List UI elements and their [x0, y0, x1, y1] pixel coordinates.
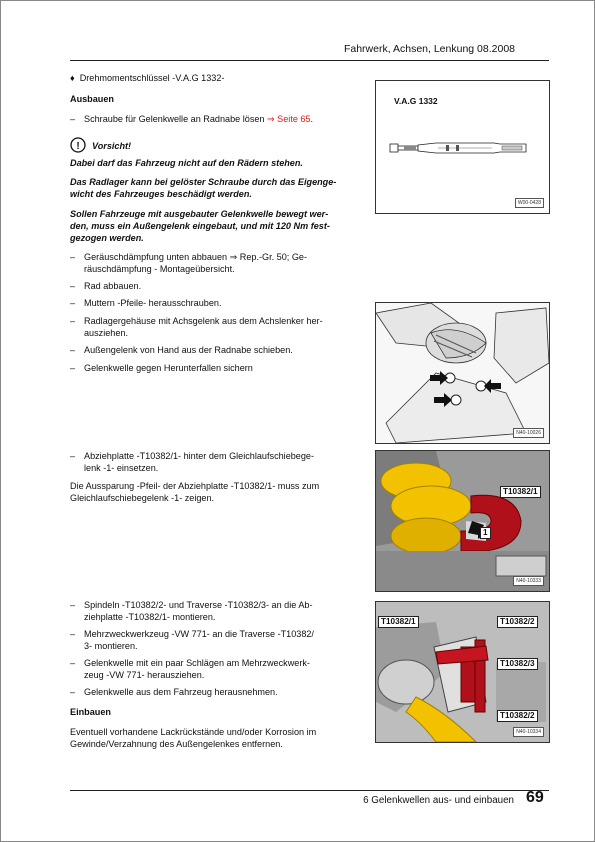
step-loosen-bolt: – Schraube für Gelenkwelle an Radnabe lösen ⇒ Seite 65. — [70, 114, 314, 124]
figure-id: N40-10026 — [513, 428, 544, 438]
footer-rule — [70, 790, 549, 791]
caution-icon — [70, 137, 86, 153]
figure-torque-wrench — [375, 80, 550, 214]
callout-t10382-3: T10382/3 — [497, 658, 538, 670]
note-cutout: Die Aussparung -Pfeil- der Abziehplatte -T10382/1- muss zum Gleichlaufschiebegelenk -1- zeigen. — [70, 481, 320, 503]
torque-wrench-drawing — [376, 81, 549, 213]
einbauen-heading: Einbauen — [70, 707, 111, 717]
tool-text: Drehmomentschlüssel -V.A.G 1332- — [79, 73, 225, 83]
step-pull-driveshaft: – Gelenkwelle mit ein paar Schlägen am Mehrzweckwerk- zeug -VW 771- herausziehen. — [70, 658, 310, 680]
figure-id: W00-0428 — [515, 198, 544, 208]
puller-plate-drawing — [376, 451, 549, 591]
step-pull-bearing-housing: – Radlagergehäuse mit Achsgelenk aus dem Achslenker her- ausziehen. — [70, 316, 323, 338]
caution-p2: Das Radlager kann bei gelöster Schraube durch das Eigenge- wicht des Fahrzeuges beschädigt werden. — [70, 177, 337, 199]
ausbauen-heading: Ausbauen — [70, 94, 114, 104]
callout-t10382-2-top: T10382/2 — [497, 616, 538, 628]
figure-puller-assembly — [375, 601, 550, 743]
callout-t10382-1: T10382/1 — [500, 486, 541, 498]
step-secure-driveshaft: – Gelenkwelle gegen Herunterfallen sichern — [70, 363, 253, 373]
figure-puller-plate — [375, 450, 550, 592]
step-mount-multitool: – Mehrzweckwerkzeug -VW 771- an die Traverse -T10382/ 3- montieren. — [70, 629, 314, 651]
step-noise-damping: – Geräuschdämpfung unten abbauen ⇒ Rep.-Gr. 50; Ge- räuschdämpfung - Montageübersicht. — [70, 252, 307, 274]
tool-line — [70, 73, 360, 85]
step-mount-spindles: – Spindeln -T10382/2- und Traverse -T10382/3- an die Ab- ziehplatte -T10382/1- montieren. — [70, 600, 313, 622]
callout-t10382-2-bottom: T10382/2 — [497, 710, 538, 722]
header-rule — [70, 60, 549, 61]
step-unscrew-nuts: – Muttern -Pfeile- herausschrauben. — [70, 298, 222, 308]
figure-bearing-nuts — [375, 302, 550, 444]
caution-title: Vorsicht! — [92, 141, 132, 151]
step-push-outer-joint: – Außengelenk von Hand aus der Radnabe schieben. — [70, 345, 293, 355]
footer-chapter: 6 Gelenkwellen aus- und einbauen — [363, 795, 514, 806]
callout-1: 1 — [480, 527, 491, 539]
figure-title: V.A.G 1332 — [394, 96, 438, 106]
callout-t10382-1: T10382/1 — [378, 616, 419, 628]
figure-id: N40-10333 — [513, 576, 544, 586]
page-header: Fahrwerk, Achsen, Lenkung 08.2008 — [343, 43, 515, 55]
figure-id: N40-10334 — [513, 727, 544, 737]
svg-text:!: ! — [76, 140, 80, 152]
caution-p3: Sollen Fahrzeuge mit ausgebauter Gelenkwelle bewegt wer- den, muss ein Außengelenk eingebaut, und mit 120 Nm fest- gezogen werden. — [70, 209, 330, 243]
step-insert-puller-plate: – Abziehplatte -T10382/1- hinter dem Gleichlaufschiebege- lenk -1- einsetzen. — [70, 451, 315, 473]
page-link[interactable]: ⇒ Seite 65 — [267, 114, 311, 124]
note-clean-thread: Eventuell vorhandene Lackrückstände und/oder Korrosion im Gewinde/Verzahnung des Außengelenkes entfernen. — [70, 727, 317, 749]
bullet: ♦ — [70, 73, 75, 83]
suspension-drawing — [376, 303, 549, 443]
step-remove-wheel: – Rad abbauen. — [70, 281, 142, 291]
page-number: 69 — [526, 789, 544, 806]
caution-p1: Dabei darf das Fahrzeug nicht auf den Rädern stehen. — [70, 158, 303, 168]
step-text: Schraube für Gelenkwelle an Radnabe lösen — [84, 114, 265, 124]
step-remove-driveshaft: – Gelenkwelle aus dem Fahrzeug herausnehmen. — [70, 687, 278, 697]
